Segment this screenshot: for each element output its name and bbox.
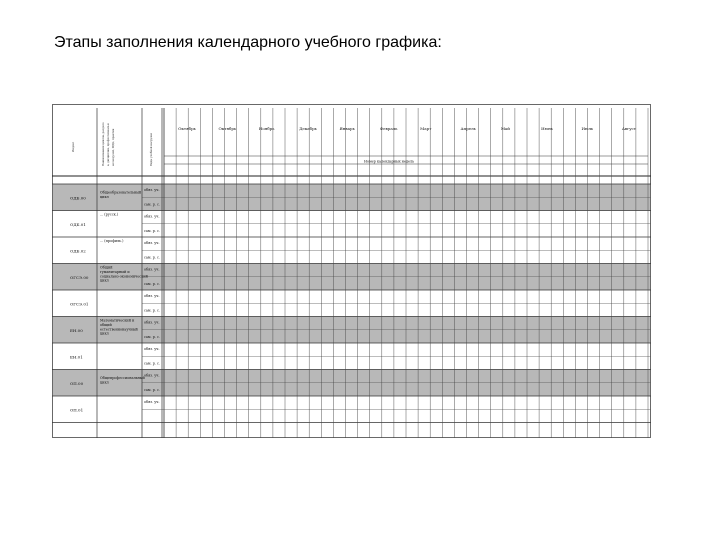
row-code: ОДБ.02	[70, 248, 86, 254]
row-code: ЕН.01	[70, 354, 83, 360]
row-name: цикл	[100, 331, 109, 336]
month-label: Июнь	[541, 126, 553, 131]
col-header-name: ых модулей, МДК, практик	[112, 128, 115, 166]
row-load: обяз. уч.	[144, 214, 160, 219]
row-name: Математический и	[100, 318, 135, 323]
row-load: обяз. уч.	[144, 373, 160, 378]
month-label: Декабрь	[299, 126, 317, 131]
col-header-name: Наименования циклов, раздело	[102, 122, 105, 166]
row-code: ОП.01	[70, 407, 84, 413]
row-load: обяз. уч.	[144, 294, 160, 298]
month-label: Ноябрь	[258, 126, 275, 131]
col-header-load: Виды учебной нагрузки	[150, 133, 153, 166]
row-load: сам. р. с.	[144, 335, 161, 339]
row-load: обяз. уч.	[144, 320, 160, 325]
row-name: Общеобразовательный	[100, 190, 142, 195]
row-name: естественнонаучный	[100, 327, 138, 332]
row-code: ОП.00	[70, 380, 84, 386]
month-label: Август	[621, 126, 637, 131]
row-load: сам. р. с.	[144, 255, 161, 260]
row-code: ЕН.00	[70, 327, 83, 333]
row-name: социально-экономический	[100, 274, 148, 279]
slide-title: Этапы заполнения календарного учебного графика:	[54, 34, 442, 51]
row-name: цикл	[100, 278, 109, 283]
row-name: цикл	[100, 194, 109, 199]
row-load: сам. р. с.	[144, 388, 161, 392]
month-label: Июль	[581, 126, 594, 131]
row-name: Общепрофессиональный	[100, 375, 145, 380]
row-load: обяз. уч.	[144, 267, 160, 272]
month-label: Октябрь	[218, 126, 237, 131]
month-label: Май	[500, 126, 510, 131]
row-code: ОДБ.00	[70, 195, 86, 201]
row-load: сам. р. с.	[144, 361, 161, 366]
row-code: ОДБ.01	[70, 221, 86, 227]
month-label: Апрель	[460, 126, 476, 131]
row-name: Общий	[100, 265, 113, 270]
row-load: обяз. уч.	[144, 347, 160, 351]
row-name: общий	[100, 322, 112, 327]
week-header-label: Номер календарных недель	[364, 159, 415, 164]
row-name: гуманитарный и	[100, 269, 130, 274]
row-name: цикл	[100, 380, 109, 385]
row-name: ... (русск.)	[100, 212, 119, 217]
row-name: ... (профиль.)	[100, 239, 124, 243]
row-load: обяз. уч.	[144, 241, 160, 245]
row-load: сам. р. с.	[144, 282, 161, 286]
row-load: сам. р. с.	[144, 229, 161, 233]
col-header-name: в, дисциплин, профессиональн	[107, 123, 110, 166]
month-label: Март	[420, 126, 432, 131]
schedule-grid	[52, 104, 651, 438]
row-code: ОГСЭ.00	[70, 274, 89, 280]
row-load: обяз. уч.	[144, 188, 160, 192]
month-label: Октябрь	[178, 126, 196, 131]
col-header-index: Индекс	[72, 141, 75, 152]
schedule-table	[52, 104, 651, 438]
month-label: Январь	[339, 126, 355, 131]
row-load: сам. р. с.	[144, 202, 161, 207]
row-code: ОГСЭ.01	[70, 301, 89, 307]
month-label: Февраль	[379, 126, 398, 131]
row-load: обяз. уч.	[144, 400, 160, 404]
row-load: сам. р. с.	[144, 308, 161, 313]
